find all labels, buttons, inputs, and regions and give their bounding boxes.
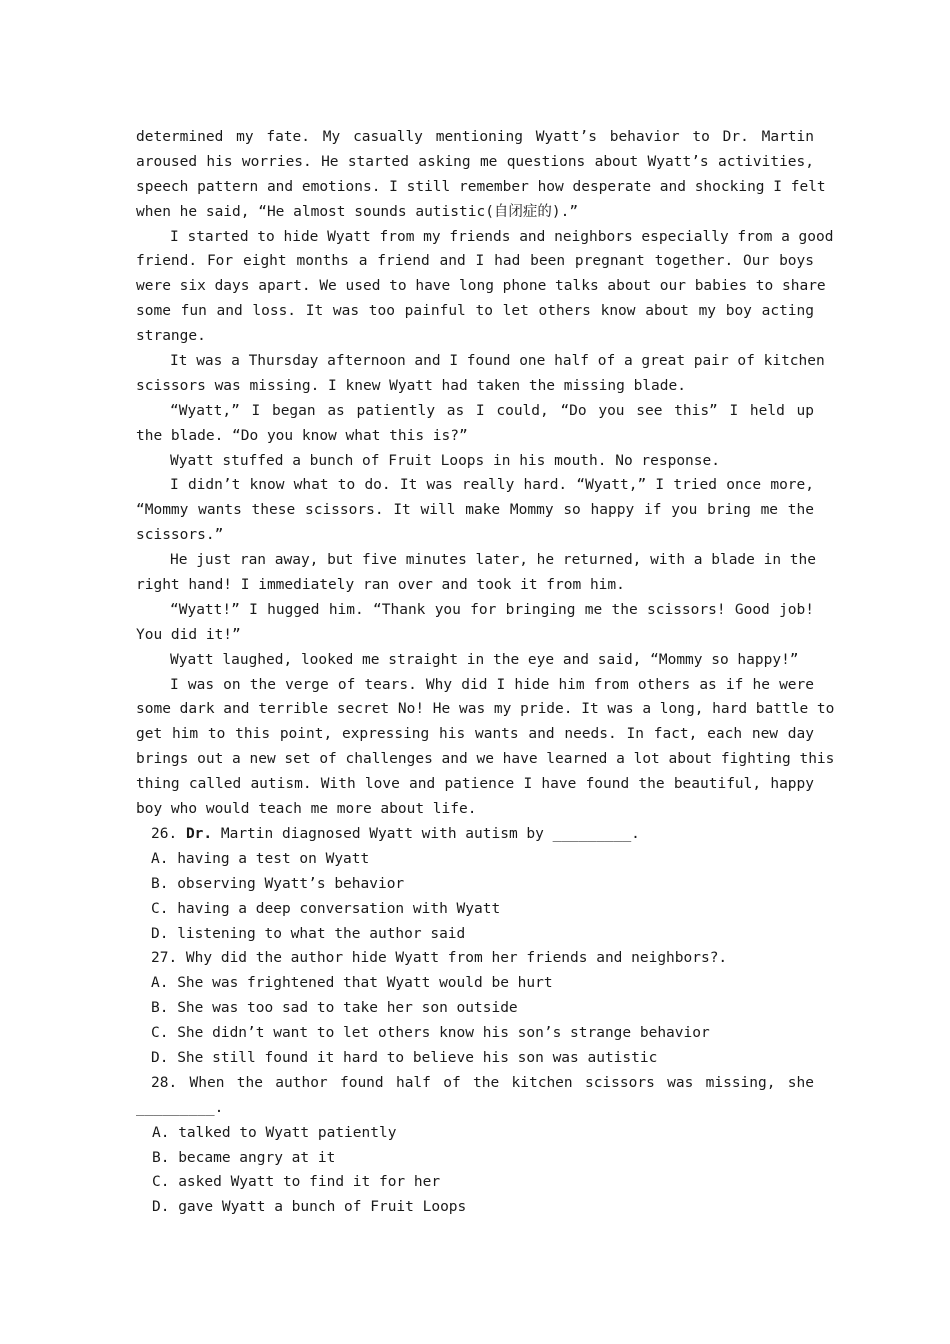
question-28-option-b: B. became angry at it [152, 1149, 336, 1166]
passage-line: right hand! I immediately ran over and took it from him. [136, 577, 625, 594]
question-26 [136, 822, 814, 946]
question-27-option-b: B. She was too sad to take her son outside [151, 1000, 518, 1017]
passage-line: He just ran away, but five minutes later, he returned, with a blade in the [170, 552, 817, 569]
question-27-option-c: C. She didn’t want to let others know his son’s strange behavior [151, 1025, 710, 1042]
question-26-option-c: C. having a deep conversation with Wyatt [151, 900, 501, 917]
passage-line: brings out a new set of challenges and we have learned a lot about fighting this [136, 751, 835, 768]
passage-line: “Wyatt!” I hugged him. “Thank you for bringing me the scissors! Good job! [170, 601, 814, 618]
reading-passage [136, 125, 835, 822]
passage-line: I started to hide Wyatt from my friends and neighbors especially from a good [170, 228, 834, 245]
passage-line: thing called autism. With love and patience I have found the beautiful, happy [136, 776, 814, 793]
question-28-option-d: D. gave Wyatt a bunch of Fruit Loops [152, 1199, 467, 1216]
question-28-stem: 28. When the author found half of the kitchen scissors was missing, she [151, 1074, 814, 1091]
question-26-number: 26. [151, 825, 178, 842]
passage-line: You did it!” [136, 626, 241, 643]
question-28-option-a: A. talked to Wyatt patiently [152, 1124, 397, 1141]
question-27-option-a: A. She was frightened that Wyatt would be hurt [151, 975, 553, 992]
passage-line: some fun and loss. It was too painful to let others know about my boy acting [136, 303, 814, 320]
passage-line: speech pattern and emotions. I still remember how desperate and shocking I felt [136, 178, 826, 195]
passage-line: strange. [136, 328, 206, 345]
question-27-option-d: D. She still found it hard to believe his son was autistic [151, 1049, 658, 1066]
question-28-option-c: C. asked Wyatt to find it for her [152, 1174, 441, 1191]
question-26-stem [136, 822, 814, 847]
question-26-bold: Dr. [185, 825, 213, 842]
passage-line: aroused his worries. He started asking me questions about Wyatt’s activities, [136, 153, 814, 170]
passage-line: the blade. “Do you know what this is?” [136, 427, 468, 444]
question-28 [136, 1071, 814, 1220]
question-26-option-a: A. having a test on Wyatt [151, 850, 370, 867]
question-28-blank: _________. [136, 1099, 224, 1116]
passage-line: when he said, “He almost sounds autistic(自闭症的).” [136, 203, 579, 220]
passage-line: I didn’t know what to do. It was really hard. “Wyatt,” I tried once more, [170, 477, 814, 494]
question-26-option-d: D. listening to what the author said [151, 925, 466, 942]
question-27-stem: 27. Why did the author hide Wyatt from her friends and neighbors?. [151, 950, 728, 967]
passage-line: boy who would teach me more about life. [136, 801, 477, 818]
passage-line: some dark and terrible secret No! He was my pride. It was a long, hard battle to [136, 701, 835, 718]
passage-line: “Wyatt,” I began as patiently as I could, “Do you see this” I held up [170, 402, 814, 419]
question-26-option-b: B. observing Wyatt’s behavior [151, 875, 405, 892]
question-27 [136, 946, 814, 1070]
passage-line: scissors was missing. I knew Wyatt had taken the missing blade. [136, 377, 686, 394]
question-26-text: Martin diagnosed Wyatt with autism by _________. [212, 825, 640, 842]
passage-line: Wyatt stuffed a bunch of Fruit Loops in his mouth. No response. [170, 452, 720, 469]
passage-line: get him to this point, expressing his wants and needs. In fact, each new day [136, 726, 814, 743]
document-page [136, 125, 835, 1220]
passage-line: “Mommy wants these scissors. It will make Mommy so happy if you bring me the [136, 502, 814, 519]
passage-line: scissors.” [136, 527, 224, 544]
passage-line: friend. For eight months a friend and I had been pregnant together. Our boys [136, 253, 814, 270]
passage-line: were six days apart. We used to have long phone talks about our babies to share [136, 278, 826, 295]
passage-line: I was on the verge of tears. Why did I hide him from others as if he were [170, 676, 814, 693]
passage-line: It was a Thursday afternoon and I found one half of a great pair of kitchen [170, 353, 825, 370]
passage-line: Wyatt laughed, looked me straight in the eye and said, “Mommy so happy!” [170, 651, 799, 668]
passage-line: determined my fate. My casually mentioning Wyatt’s behavior to Dr. Martin [136, 129, 814, 145]
